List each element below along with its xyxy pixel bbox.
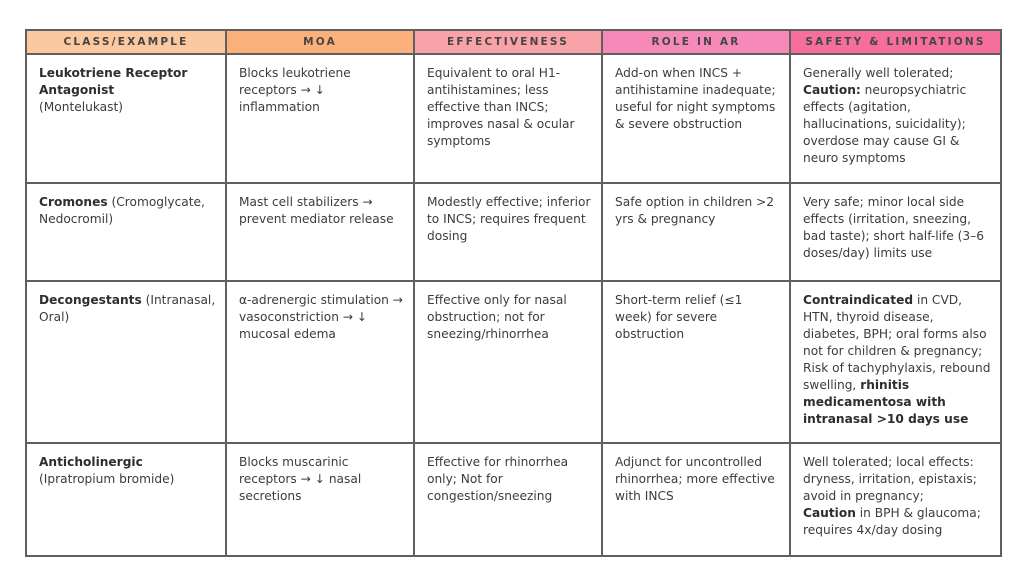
class-name: Leukotriene Receptor Antagonist	[39, 66, 188, 97]
safety-text: Risk of tachyphylaxis, rebound swelling,	[803, 361, 991, 392]
class-cell	[26, 183, 226, 281]
header-row	[26, 30, 1001, 54]
table-row	[26, 443, 1001, 556]
header-moa: MOA	[226, 30, 414, 54]
effectiveness-cell: Equivalent to oral H1-antihistamines; less effective than INCS; improves nasal & ocular symptoms	[414, 54, 602, 183]
moa-cell: Blocks muscarinic receptors → ↓ nasal secretions	[226, 443, 414, 556]
safety-cell	[790, 281, 1001, 443]
class-name: Anticholinergic	[39, 455, 143, 469]
effectiveness-cell: Effective only for nasal obstruction; not for sneezing/rhinorrhea	[414, 281, 602, 443]
class-example: (Intranasal, Oral)	[39, 293, 216, 324]
safety-text: in CVD, HTN, thyroid disease, diabetes, BPH; oral forms also not for children & pregnancy;	[803, 293, 987, 358]
table-row	[26, 54, 1001, 183]
role-cell: Short-term relief (≤1 week) for severe obstruction	[602, 281, 790, 443]
safety-cell: Very safe; minor local side effects (irritation, sneezing, bad taste); short half-life (3–6 doses/day) limits use	[790, 183, 1001, 281]
safety-contraindicated: Contraindicated	[803, 293, 914, 307]
class-example: (Cromoglycate, Nedocromil)	[39, 195, 205, 226]
drug-comparison-table	[25, 29, 1002, 557]
effectiveness-cell: Effective for rhinorrhea only; Not for congestion/sneezing	[414, 443, 602, 556]
table-row	[26, 281, 1001, 443]
safety-caution: Caution:	[803, 83, 861, 97]
role-cell: Adjunct for uncontrolled rhinorrhea; more effective with INCS	[602, 443, 790, 556]
safety-warning: rhinitis medicamentosa with intranasal >10 days use	[803, 378, 969, 426]
safety-text: Well tolerated; local effects: dryness, irritation, epistaxis; avoid in pregnancy;	[803, 455, 977, 503]
class-cell	[26, 54, 226, 183]
safety-cell	[790, 443, 1001, 556]
class-example: (Ipratropium bromide)	[39, 472, 175, 486]
header-safety-limitations: SAFETY & LIMITATIONS	[790, 30, 1001, 54]
safety-cell	[790, 54, 1001, 183]
class-cell	[26, 281, 226, 443]
class-name: Decongestants	[39, 293, 142, 307]
class-example: (Montelukast)	[39, 100, 124, 114]
header-class-example: CLASS/EXAMPLE	[26, 30, 226, 54]
safety-text: neuropsychiatric effects (agitation, hallucinations, suicidality); overdose may cause GI & neuro symptoms	[803, 83, 967, 165]
comparison-table-wrapper	[25, 29, 1002, 557]
moa-cell: Blocks leukotriene receptors → ↓ inflammation	[226, 54, 414, 183]
safety-text: Generally well tolerated;	[803, 66, 954, 80]
moa-cell: α-adrenergic stimulation → vasoconstriction → ↓ mucosal edema	[226, 281, 414, 443]
safety-text: in BPH & glaucoma; requires 4x/day dosing	[803, 506, 981, 537]
class-name: Cromones	[39, 195, 108, 209]
class-cell	[26, 443, 226, 556]
moa-cell: Mast cell stabilizers → prevent mediator release	[226, 183, 414, 281]
effectiveness-cell: Modestly effective; inferior to INCS; requires frequent dosing	[414, 183, 602, 281]
role-cell: Add-on when INCS + antihistamine inadequate; useful for night symptoms & severe obstruction	[602, 54, 790, 183]
table-row	[26, 183, 1001, 281]
safety-caution: Caution	[803, 506, 856, 520]
role-cell: Safe option in children >2 yrs & pregnancy	[602, 183, 790, 281]
header-effectiveness: EFFECTIVENESS	[414, 30, 602, 54]
header-role-in-ar: ROLE IN AR	[602, 30, 790, 54]
